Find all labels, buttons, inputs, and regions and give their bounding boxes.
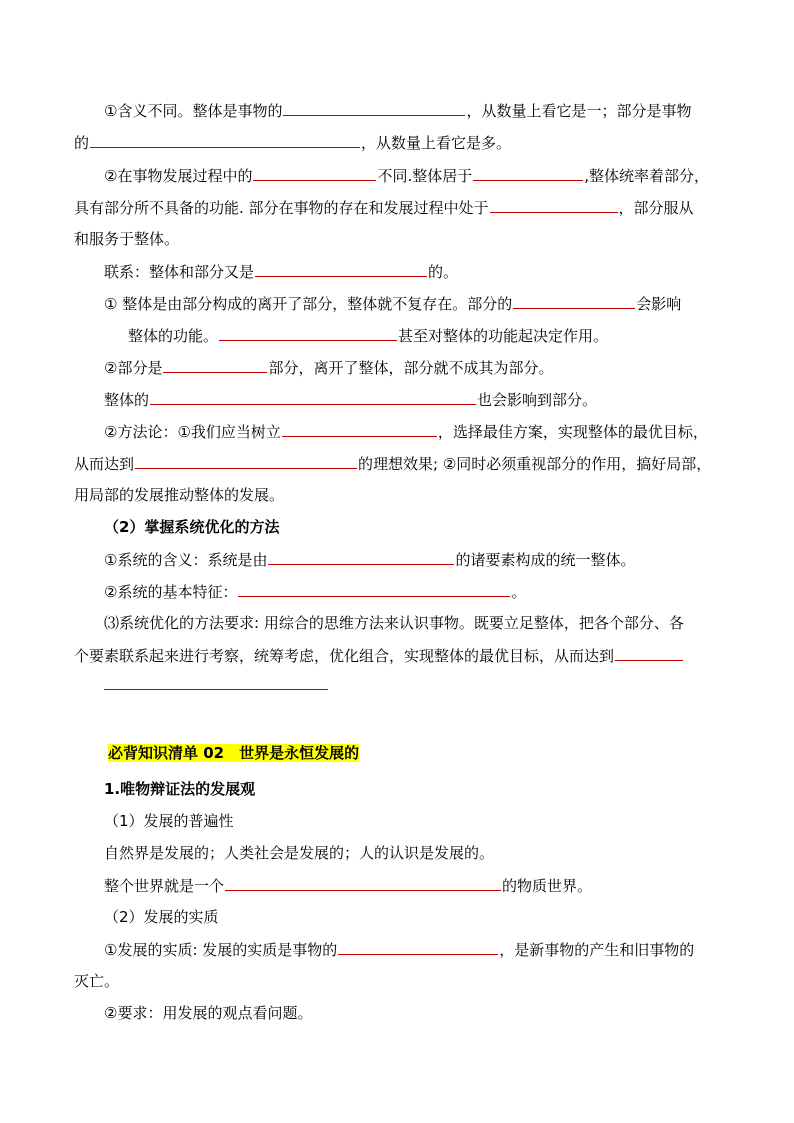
blank[interactable] <box>135 453 357 469</box>
blank[interactable] <box>268 549 454 565</box>
heading-essence: （2）发展的实质 <box>104 908 219 926</box>
line-whole-function: 整体的功能。 甚至对整体的功能起决定作用。 <box>128 327 609 345</box>
blank[interactable] <box>283 100 465 116</box>
line-system-features: ②系统的基本特征： 。 <box>104 583 527 601</box>
line-essence-2: 灭亡。 <box>74 972 120 990</box>
subheading-development: 1.唯物辩证法的发展观 <box>104 780 256 798</box>
heading-system-optimization: （2）掌握系统优化的方法 <box>104 518 280 536</box>
blank[interactable] <box>253 165 376 181</box>
line-method-2: 从而达到 的理想效果; ②同时必须重视部分的作用，搞好局部， <box>74 455 712 473</box>
blank[interactable] <box>163 357 267 373</box>
line-method-3: 用局部的发展推动整体的发展。 <box>74 486 285 504</box>
line-essence: ①发展的实质: 发展的实质是事物的 ，是新事物的产生和旧事物的 <box>104 941 695 959</box>
line-requirement: ②要求：用发展的观点看问题。 <box>104 1004 313 1022</box>
blank[interactable] <box>90 132 360 148</box>
blank[interactable] <box>513 293 635 309</box>
blank[interactable] <box>225 875 501 891</box>
blank[interactable] <box>150 389 476 405</box>
line-meaning: ①含义不同。整体是事物的 ，从数量上看它是一；部分是事物 <box>104 102 692 120</box>
line-status: ②在事物发展过程中的 不同.整体居于 ,整体统率着部分， <box>104 167 710 185</box>
blank[interactable] <box>490 197 618 213</box>
section-title-highlight: 必背知识清单 02 世界是永恒发展的 <box>108 744 360 762</box>
blank[interactable] <box>338 939 498 955</box>
line-whole-affects: 整体的 也会影响到部分。 <box>104 391 598 409</box>
section-title-02 <box>108 743 359 763</box>
line-method: ②方法论：①我们应当树立 ，选择最佳方案，实现整体的最优目标， <box>104 423 708 441</box>
line-world: 整个世界就是一个 的物质世界。 <box>104 877 593 895</box>
blank[interactable] <box>473 165 583 181</box>
line-system-method-2: 个要素联系起来进行考察，统筹考虑，优化组合，实现整体的最优目标，从而达到 <box>74 645 684 666</box>
blank[interactable] <box>282 421 437 437</box>
line-development-everywhere: 自然界是发展的；人类社会是发展的；人的认识是发展的。 <box>104 844 495 862</box>
heading-universality: （1）发展的普遍性 <box>104 812 234 830</box>
line-link: 联系：整体和部分又是 的。 <box>104 263 459 281</box>
line-serve: 和服务于整体。 <box>74 230 180 248</box>
line-part: ②部分是 部分，离开了整体，部分就不成其为部分。 <box>104 359 554 377</box>
line-system-meaning: ①系统的含义：系统是由 的诸要素构成的统一整体。 <box>104 551 636 569</box>
blank[interactable] <box>238 581 510 597</box>
blank[interactable] <box>255 261 427 277</box>
line-function: 具有部分所不具备的功能. 部分在事物的存在和发展过程中处于 ，部分服从 <box>74 199 694 217</box>
blank[interactable] <box>219 325 397 341</box>
line-system-method: ⑶系统优化的方法要求: 用综合的思维方法来认识事物。既要立足整体，把各个部分、各 <box>104 614 684 632</box>
line-meaning-2: 的 ，从数量上看它是多。 <box>74 134 512 152</box>
blank[interactable] <box>615 645 683 661</box>
blank-continuation[interactable] <box>104 689 328 690</box>
line-whole-parts: ① 整体是由部分构成的离开了部分，整体就不复存在。部分的 会影响 <box>104 295 682 313</box>
